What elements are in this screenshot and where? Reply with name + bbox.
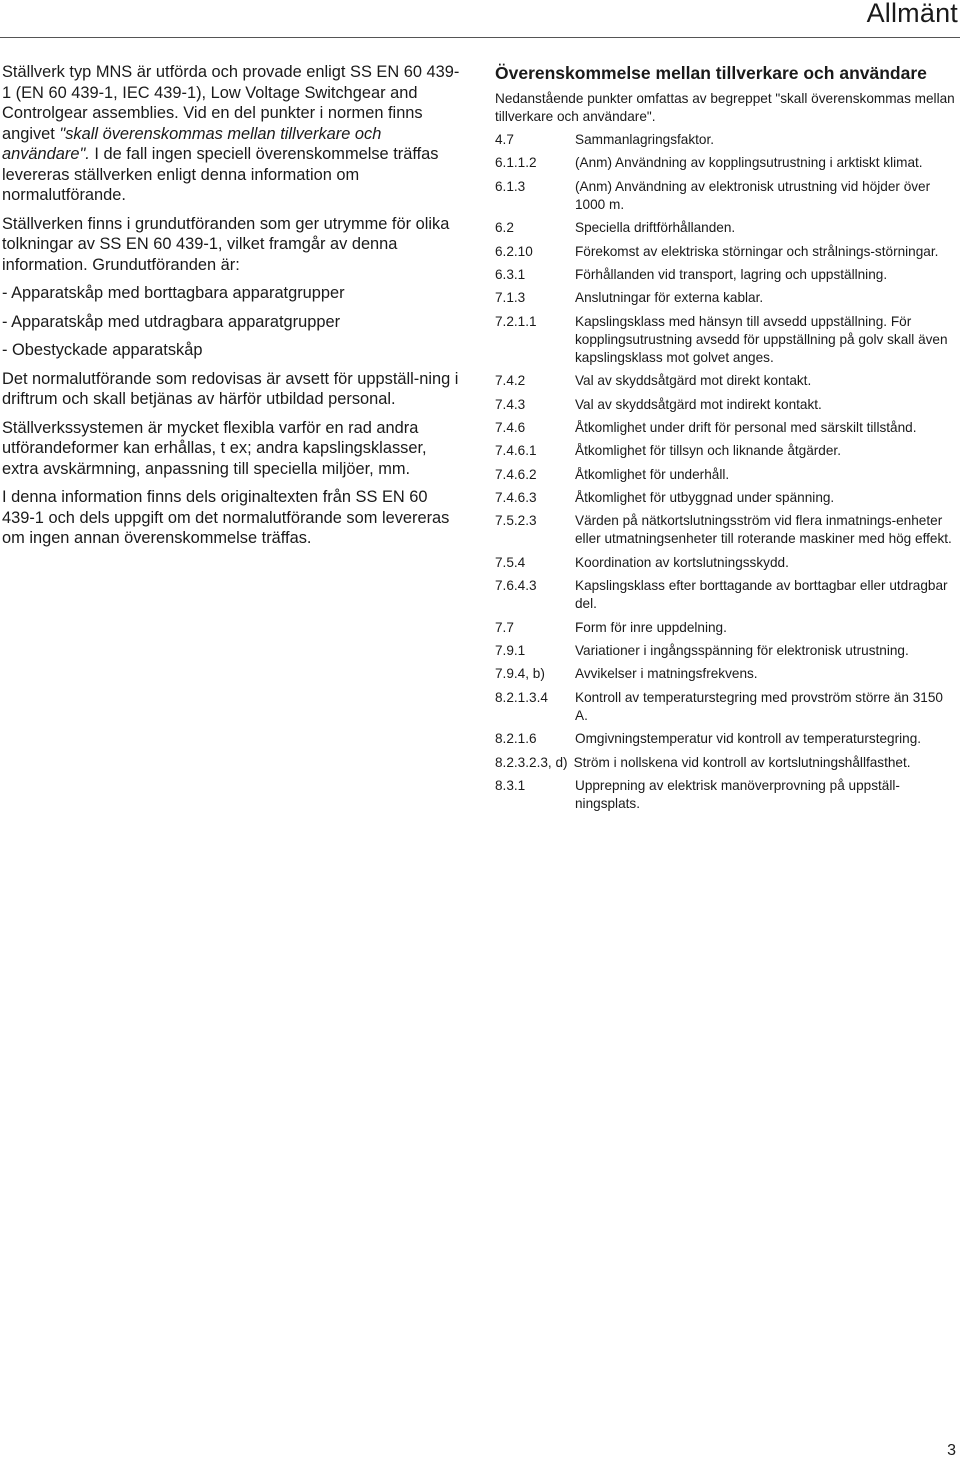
clause-text: Kapslingsklass med hänsyn till avsedd uppställning. För kopplingsutrustning avsedd för uppställning på golv skall även kapslingsklass mot golvet anges. [575,313,948,365]
clause-row [495,554,957,572]
clause-row [495,577,957,613]
left-column [2,62,464,557]
clause-text: Avvikelser i matningsfrekvens. [575,666,758,682]
clause-row [495,131,957,149]
clause-number: 8.2.1.6 [495,731,537,747]
clause-number: 6.1.1.2 [495,155,537,171]
clause-text: Anslutningar för externa kablar. [575,290,764,306]
clause-row [495,512,957,548]
clause-text: Åtkomlighet för tillsyn och liknande åtgärder. [575,443,841,459]
clause-number: 7.4.3 [495,396,526,412]
right-column [495,62,957,818]
clause-text: Speciella driftförhållanden. [575,220,736,236]
clause-row [495,372,957,390]
clause-row [495,689,957,725]
clause-text: Åtkomlighet för underhåll. [575,466,730,482]
clause-number: 7.6.4.3 [495,578,537,594]
paragraph-normal-design: Det normalutförande som redovisas är avsett för uppställ-ning i driftrum och skall betjänas av härför utbildad personal. [2,369,459,408]
clause-number: 8.3.1 [495,777,526,793]
clause-number: 7.5.4 [495,554,526,570]
page-header [0,0,960,38]
clause-text: Koordination av kortslutningsskydd. [575,554,789,570]
clause-number: 7.4.6 [495,419,526,435]
clause-number: 6.3.1 [495,266,526,282]
paragraph-standard-intro [2,62,464,206]
clause-row [495,178,957,214]
dash-item: - Obestyckade apparatskåp [2,341,203,359]
paragraph-standard-intro-italic: "skall överenskommas mellan tillverkare och användare". [2,124,382,163]
agreement-heading: Överenskommelse mellan tillverkare och användare [495,63,927,83]
clause-text: Val av skyddsåtgärd mot indirekt kontakt. [575,396,822,412]
clause-row [495,619,957,637]
clause-row [495,219,957,237]
clause-text: Sammanlagringsfaktor. [575,132,715,147]
clause-text: Förekomst av elektriska störningar och strålnings-störningar. [575,243,939,259]
dash-item: - Apparatskåp med borttagbara apparatgrupper [2,284,345,302]
clause-number: 7.9.1 [495,643,526,659]
clause-row [495,466,957,484]
clause-text: Upprepning av elektrisk manöverprovning på uppställ-ningsplats. [575,777,900,811]
clause-number: 7.1.3 [495,290,526,306]
clause-text: Variationer i ingångsspänning för elektronisk utrustning. [575,643,909,659]
clause-number: 6.2.10 [495,243,533,259]
clause-number: 7.4.6.2 [495,466,537,482]
clause-number: 8.2.3.2.3, d) [495,754,568,770]
clause-text: (Anm) Användning av kopplingsutrustning i arktiskt klimat. [575,155,923,171]
header-divider [0,37,960,38]
clause-number: 7.9.4, b) [495,666,545,682]
clause-row [495,642,957,660]
clause-row [495,154,957,172]
clause-text: (Anm) Användning av elektronisk utrustning vid höjder över 1000 m. [575,178,931,212]
clause-number: 6.2 [495,220,514,236]
clause-number: 7.4.6.1 [495,443,537,459]
clause-row [495,289,957,307]
clause-row [495,419,957,437]
paragraph-standard-intro-text: Ställverk typ MNS är utförda och provade enligt SS EN 60 439-1 (EN 60 439-1, IEC 439-1), Low Voltage Switchgear and Controlgear assemblies. Vid en del punkter i normen finns angivet [2,63,460,143]
clause-row [495,313,957,367]
clause-row [495,442,957,460]
clause-row [495,266,957,284]
clause-text: Form för inre uppdelning. [575,619,727,635]
clause-text: Kapslingsklass efter borttagande av borttagbar eller utdragbar del. [575,578,948,612]
paragraph-basic-designs: Ställverken finns i grundutföranden som ger utrymme för olika tolkningar av SS EN 60 439-1, vilket framgår av denna information. Grundutföranden är: [2,214,450,274]
clause-text: Värden på nätkortslutningsström vid flera inmatnings-enheter eller utmatningsenheter till roterande maskiner med hög effekt. [575,513,952,547]
paragraph-standard-intro-tail: I de fall ingen speciell överenskommelse träffas levereras ställverken enligt denna information om normalutförande. [2,145,439,204]
clause-text: Kontroll av temperaturstegring med provström större än 3150 A. [575,689,943,723]
clause-row [495,730,957,748]
clause-row [495,243,957,261]
clause-text: Omgivningstemperatur vid kontroll av temperaturstegring. [575,731,922,747]
paragraph-information-scope: I denna information finns dels originaltexten från SS EN 60 439-1 och dels uppgift om det normalutförande som levereras om ingen annan överenskommelse träffas. [2,488,450,547]
page-number: 3 [947,1442,956,1459]
dash-item: - Apparatskåp med utdragbara apparatgrupper [2,312,341,331]
clause-number: 7.7 [495,619,514,635]
clause-row [495,754,957,772]
clause-number: 8.2.1.3.4 [495,689,548,705]
clause-number: 6.1.3 [495,178,526,194]
agreement-intro: Nedanstående punkter omfattas av begreppet "skall överenskommas mellan tillverkare och användare". [495,91,955,124]
clause-text: Åtkomlighet för utbyggnad under spänning. [575,490,835,506]
clause-number: 4.7 [495,132,514,147]
clause-text: Ström i nollskena vid kontroll av kortslutningshållfasthet. [573,754,911,770]
clause-row [495,489,957,507]
clause-row [495,777,957,813]
clause-row [495,665,957,683]
clause-number: 7.4.6.3 [495,490,537,506]
clause-list [495,131,957,813]
clause-number: 7.2.1.1 [495,313,537,329]
paragraph-flexibility: Ställverkssystemen är mycket flexibla varför en rad andra utförandeformer kan erhållas, t ex; andra kapslingsklasser, extra avskärmning, anpassning till speciella miljöer, mm. [2,418,427,478]
clause-text: Val av skyddsåtgärd mot direkt kontakt. [575,373,812,389]
clause-number: 7.5.2.3 [495,513,537,529]
clause-text: Åtkomlighet under drift för personal med särskilt tillstånd. [575,419,917,435]
section-title: Allmänt [866,0,958,28]
clause-text: Förhållanden vid transport, lagring och uppställning. [575,266,888,282]
clause-number: 7.4.2 [495,373,526,389]
clause-row [495,396,957,414]
